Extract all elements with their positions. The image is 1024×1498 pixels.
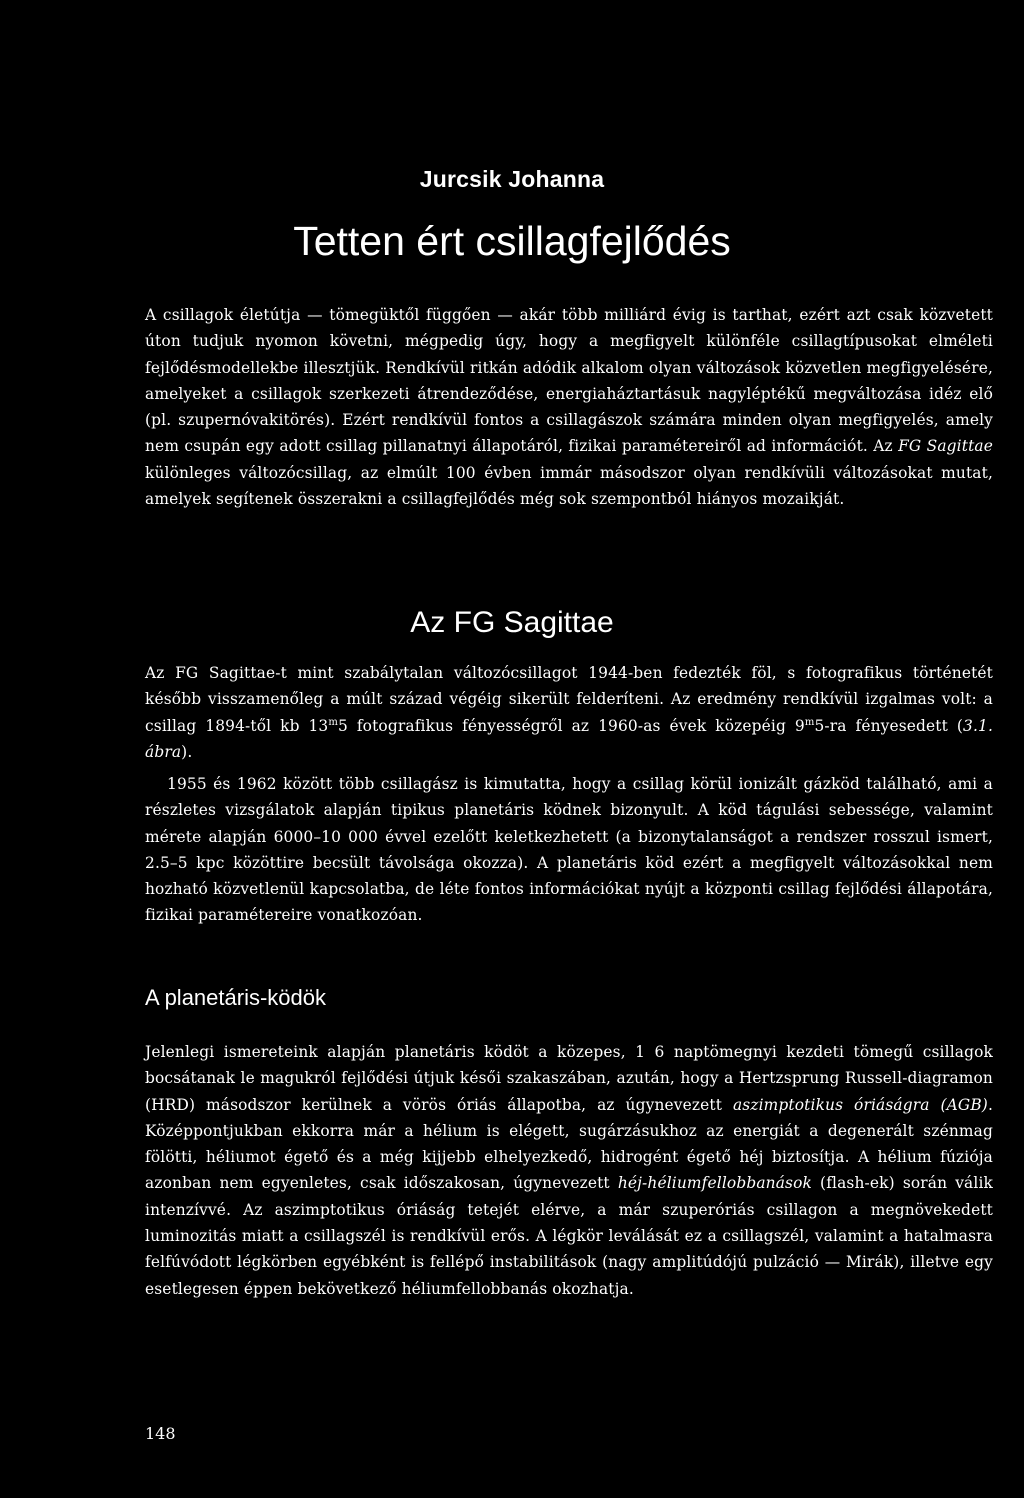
agb-term: aszimptotikus óriáságra (AGB)	[732, 1095, 988, 1114]
article-title: Tetten ért csillagfejlődés	[293, 218, 731, 264]
author-name: Jurcsik Johanna	[419, 166, 605, 192]
figure-reference: 3.1. ábra	[145, 716, 994, 761]
helium-flash-term: héj-héliumfellobbanások	[617, 1174, 812, 1193]
intro-text-2: különleges változócsillag, az elmúlt 100 évben immár másodszor olyan rendkívüli változásokat mutat, amelyek segítenek összerakni a csillagfejlődés még sok szempontból hiányos mozaikját.	[145, 463, 993, 509]
intro-paragraph	[145, 302, 993, 512]
section2-paragraph-1	[145, 1039, 993, 1302]
section1-paragraph-2: 1955 és 1962 között több csillagász is kimutatta, hogy a csillag körül ionizált gázköd található, ami a részletes vizsgálatok alapján tipikus planetáris ködnek bizonyult. A köd tágulási sebessége, valamint mérete alapján 6000–10 000 évvel ezelőtt keletkezhetett (a bizonytalanságot a rendszer rosszul ismert, 2.5–5 kpc közöttire becsült távolsága okozza). A planetáris köd ezért a megfigyelt változásokkal nem hozható közvetlenül kapcsolatba, de léte fontos információkat nyújt a központi csillag fejlődési állapotára, fizikai paramétereire vonatkozóan.	[145, 775, 993, 925]
s1p1-text-c: 5-ra fényesedett (	[814, 716, 964, 735]
section-heading-planetary-nebulae: A planetáris-ködök	[145, 985, 326, 1010]
s1p1-text-b: 5 fotografikus fényességről az 1960-as évek közepéig 9	[338, 716, 805, 735]
s2p1-text-b: . Középpontjukban ekkorra már a hélium is elégett, sugárzásukhoz az energiát a degenerált szénmag fölötti, héliumot égető és a még kijjebb elhelyezkedő, hidrogént égető héj biztosítja. A hélium fúziója azonban nem egyenletes, csak időszakosan, úgynevezett	[145, 1095, 993, 1193]
section-heading-fg-sagittae: Az FG Sagittae	[410, 606, 614, 639]
s1p1-text-d: ).	[181, 742, 193, 761]
intro-text-1: A csillagok életútja — tömegüktől függően — akár több milliárd évig is tarthat, ezért azt csak közvetett úton tudjuk nyomon követni, mégpedig úgy, hogy a megfigyelt különféle csillagtípusokat elméleti fejlődésmodellekbe illesztjük. Rendkívül ritkán adódik alkalom olyan változások közvetlen megfigyelésére, amelyeket a csillagok szerkezeti átrendeződése, energiaháztartásuk nagyléptékű megváltozása idéz elő (pl. szupernóvakitörés). Ezért rendkívül fontos a csillagászok számára minden olyan megfigyelés, amely nem csupán egy adott csillag pillanatnyi állapotáról, fizikai paramétereiről ad információt. Az	[145, 306, 993, 456]
s2p1-text-a: Jelenlegi ismereteink alapján planetáris ködöt a közepes, 1 6 naptömegnyi kezdeti tömegű csillagok bocsátanak le magukról fejlődési útjuk késői szakaszában, azután, hogy a Hertzsprung Russell-diagramon (HRD) másodszor kerülnek a vörös óriás állapotba, az úgynevezett	[145, 1043, 993, 1114]
s1p1-text-a: Az FG Sagittae-t mint szabálytalan változócsillagot 1944-ben fedezték föl, s fotografikus történetét később visszamenőleg a múlt század végéig sikerült felderíteni. Az eredmény rendkívül izgalmas volt: a csillag 1894-től kb 13	[145, 664, 993, 735]
section1-paragraph-1	[145, 660, 993, 765]
magnitude-sup-1: m	[328, 716, 338, 728]
magnitude-sup-2: m	[804, 716, 815, 728]
page-number: 148	[145, 1424, 176, 1443]
s2p1-text-c: (flash-ek) során válik intenzívvé. Az aszimptotikus óriáság tetejét elérve, a már szuperóriás csillagon a megnövekedett luminozitás miatt a csillagszél is rendkívül erős. A légkör leválását ez a csillagszél, valamint a hatalmasra felfúvódott légkörben egyébként is fellépő instabilitások (nagy amplitúdójú pulzáció — Mirák), illetve egy esetlegesen éppen bekövetkező héliumfellobbanás okozhatja.	[145, 1174, 994, 1298]
intro-star-name: FG Sagittae	[898, 437, 993, 456]
